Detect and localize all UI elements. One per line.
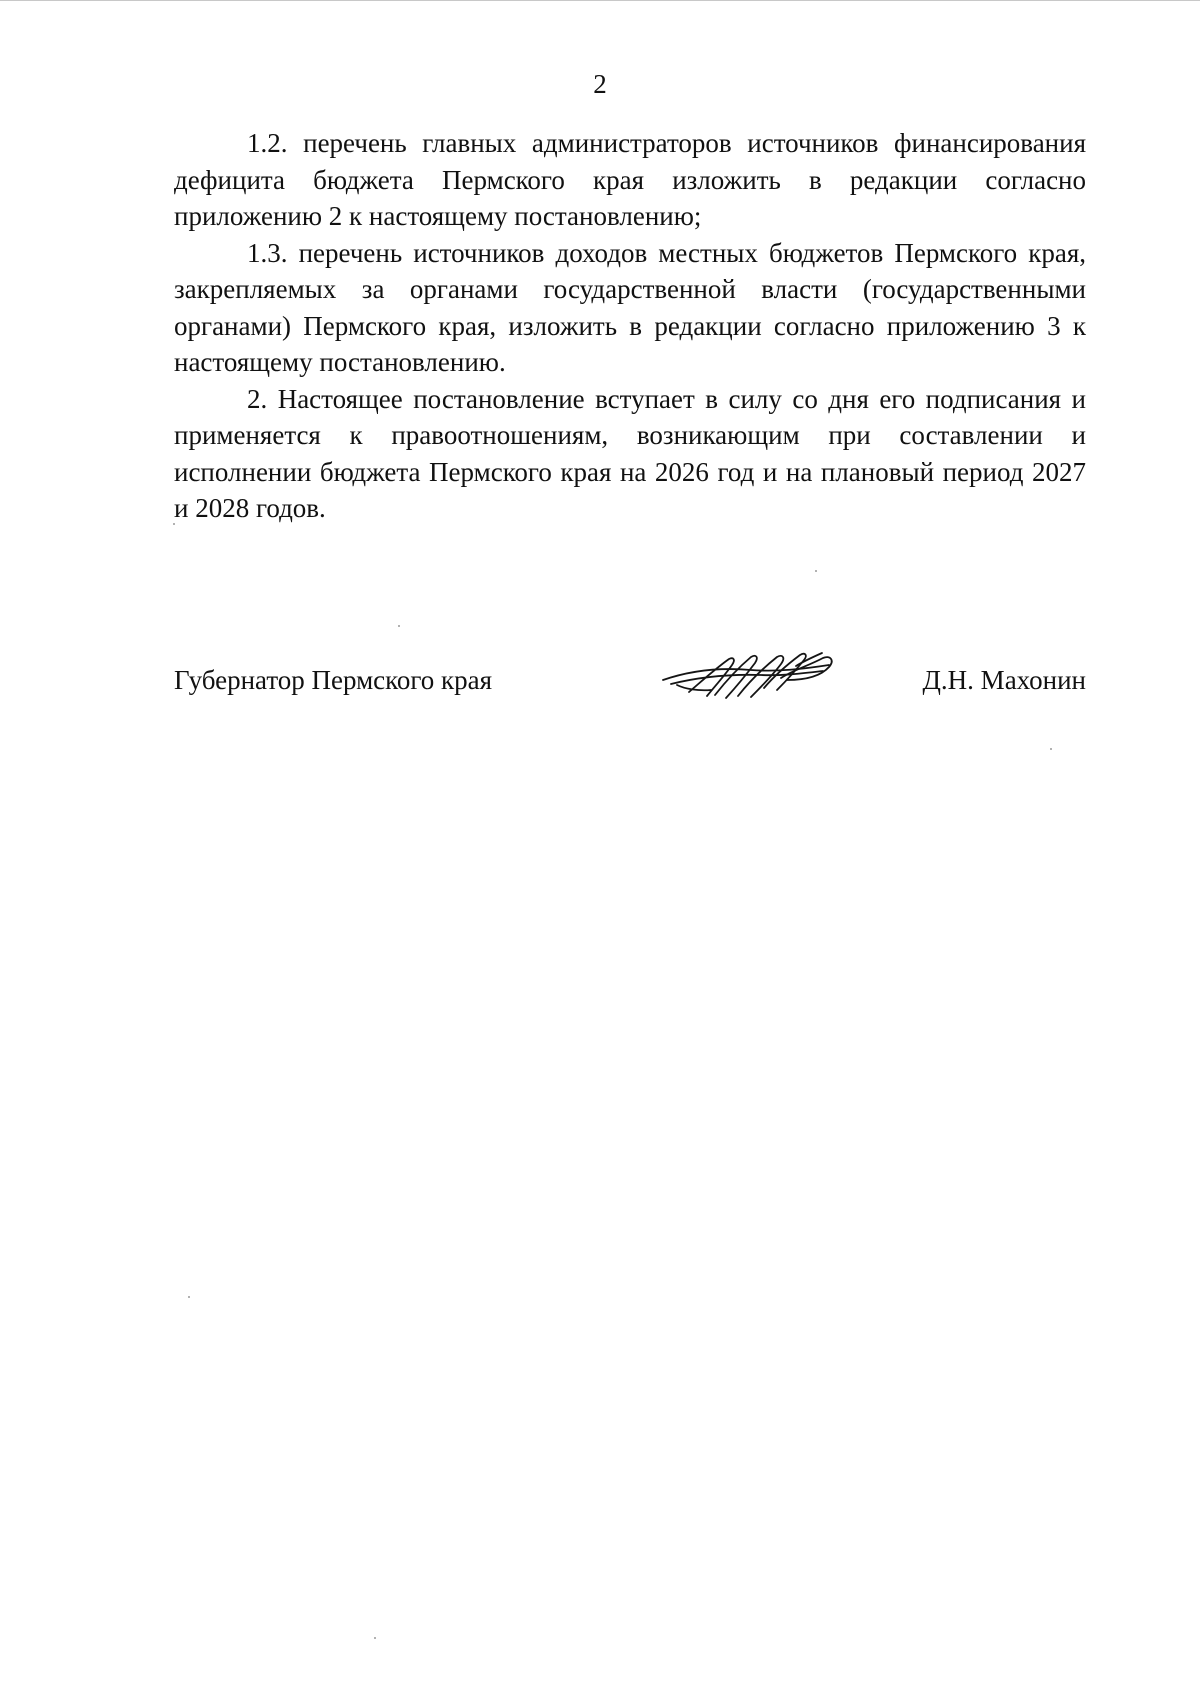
scan-speck [398, 625, 400, 627]
scan-speck [374, 1637, 376, 1639]
paragraph-2: 2. Настоящее постановление вступает в силу со дня его подписания и применяется к правоотношениям, возникающим при составлении и исполнении бюджета Пермского края на 2026 год и на плановый период 2027 и 2028 годов. [174, 383, 1086, 523]
paragraph-1-3: 1.3. перечень источников доходов местных бюджетов Пермского края, закрепляемых за органами государственной власти (государственными органами) Пермского края, изложить в редакции согласно приложению 3 к настоящему постановлению. [174, 237, 1086, 377]
handwritten-signature-icon [659, 640, 841, 710]
paragraph-1-2: 1.2. перечень главных администраторов источников финансирования дефицита бюджета Пермского края изложить в редакции согласно приложению 2 к настоящему постановлению; [174, 128, 1086, 231]
page-top-edge [0, 0, 1200, 1]
scan-speck [815, 570, 817, 572]
document-body [174, 125, 1086, 527]
signer-name: Д.Н. Махонин [922, 665, 1086, 695]
signature-block [174, 662, 1086, 702]
scan-speck [173, 523, 175, 525]
signer-position: Губернатор Пермского края [174, 665, 493, 695]
scan-speck [1050, 748, 1052, 750]
scan-speck [188, 1296, 190, 1298]
page-number: 2 [593, 69, 607, 99]
